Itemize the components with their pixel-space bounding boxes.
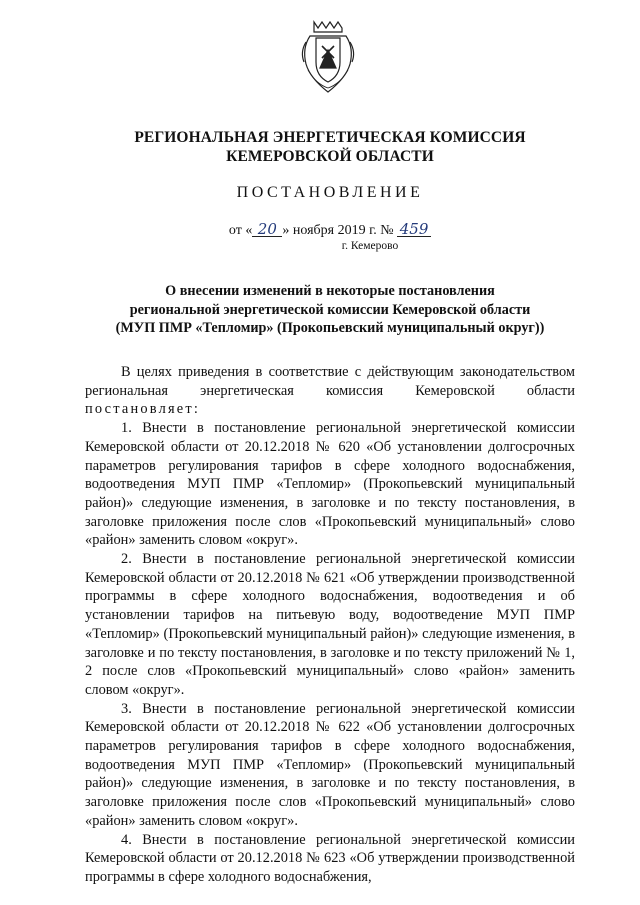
organization-line-1: РЕГИОНАЛЬНАЯ ЭНЕРГЕТИЧЕСКАЯ КОМИССИЯ [134,129,526,146]
subject-line-2: региональной энергетической комиссии Кемеровской области [129,301,531,318]
date-day: 20 [252,222,282,237]
organization-name [60,128,600,166]
body-paragraph-3: 3. Внести в постановление региональной энергетической комиссии Кемеровской области от 20.12.2018 № 622 «Об установлении долгосрочных параметров регулирования тарифов в сфере холодного водоснабжения, водоотведения МУП ПМР «Тепломир» (Прокопьевский муниципальный район)» следующие изменения, в заголовке и по тексту постановления, в заголовке приложения после слов «Прокопьевский муниципальный» слово «район» заменить словом «округ». [85,700,575,829]
document-number: 459 [397,222,431,237]
date-prefix: от « [228,223,253,238]
date-suffix: » ноября 2019 г. № [282,223,394,238]
date-line [60,222,600,239]
city: г. Кемерово [341,240,399,252]
body-paragraph-1: 1. Внести в постановление региональной энергетической комиссии Кемеровской области от 20.12.2018 № 620 «Об установлении долгосрочных параметров регулирования тарифов в сфере холодного водоснабжения, водоотведения МУП ПМР «Тепломир» (Прокопьевский муниципальный район)» следующие изменения, в заголовке и по тексту постановления, в заголовке приложения после слов «Прокопьевский муниципальный» слово «район» заменить словом «округ». [85,420,575,549]
document-body [85,363,575,887]
body-intro: В целях приведения в соответствие с действующим законодательством региональная энергетическая комиссия Кемеровской области постановляет: [85,364,575,418]
document-type: ПОСТАНОВЛЕНИЕ [236,184,424,201]
subject-line-3: (МУП ПМР «Тепломир» (Прокопьевский муниципальный округ)) [115,320,545,336]
document-subject [60,282,600,338]
coat-of-arms-emblem [298,18,358,96]
organization-line-2: КЕМЕРОВСКОЙ ОБЛАСТИ [226,148,434,165]
body-paragraph-2: 2. Внести в постановление региональной энергетической комиссии Кемеровской области от 20.12.2018 № 621 «Об утверждении производственной программы в сфере холодного водоснабжения, водоотведения и об установлении тарифов на питьевую воду, водоотведение МУП ПМР «Тепломир» (Прокопьевский муниципальный район)» следующие изменения, в заголовке и по тексту постановления, в заголовке и по тексту приложений № 1, 2 после слов «Прокопьевский муниципальный» слово «район» заменить словом «округ». [85,551,575,698]
subject-line-1: О внесении изменений в некоторые постановления [165,283,495,299]
body-intro-resolves: постановляет: [85,401,201,418]
body-paragraph-4: 4. Внести в постановление региональной энергетической комиссии Кемеровской области от 20.12.2018 № 623 «Об утверждении производственной программы в сфере холодного водоснабжения, [85,831,575,885]
